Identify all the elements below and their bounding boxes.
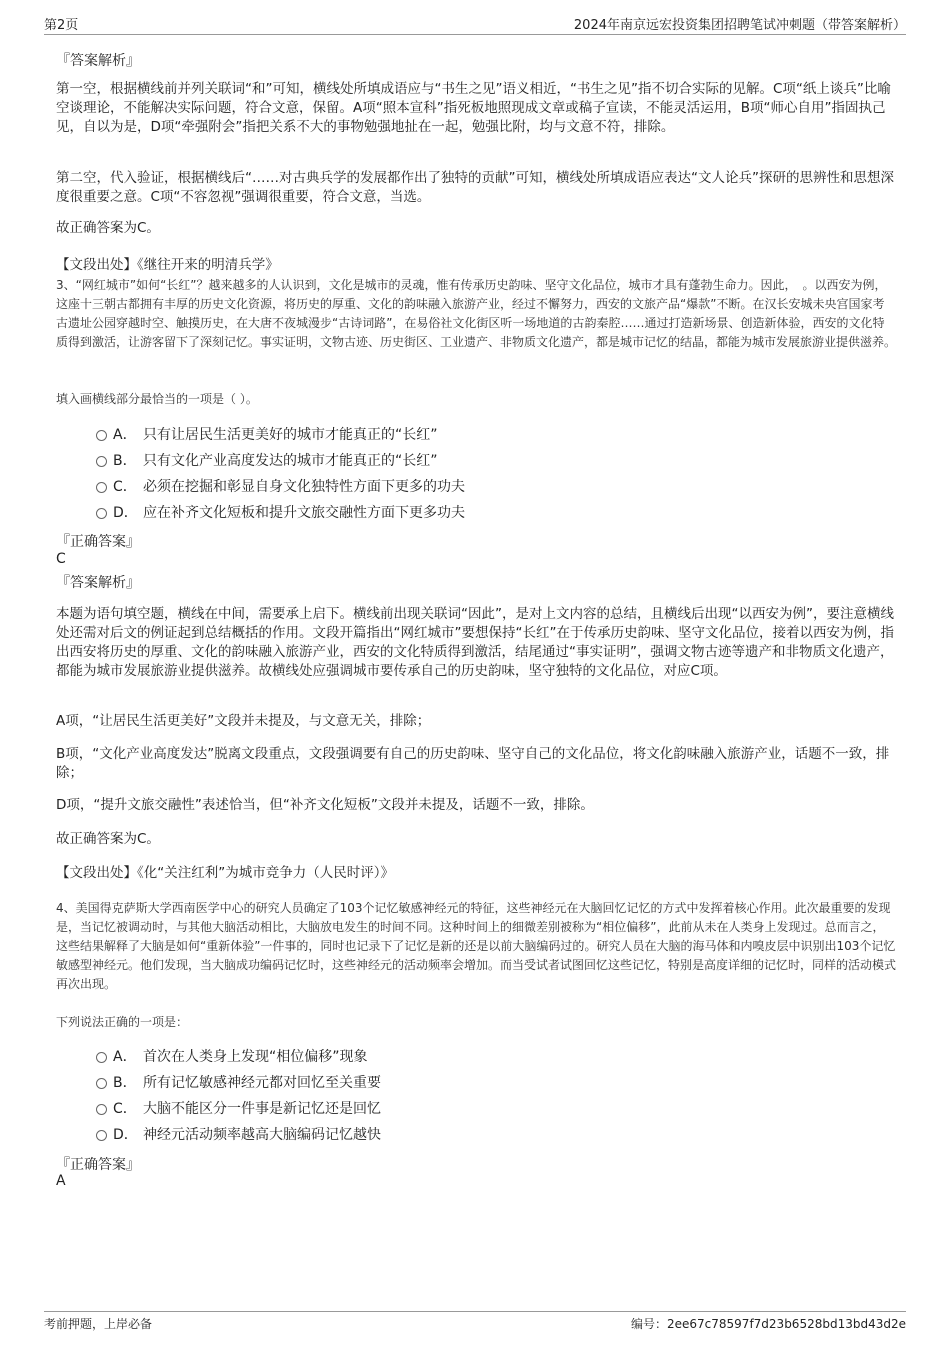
radio-icon[interactable] [96,482,107,493]
q3-option-d[interactable]: D． 应在补齐文化短板和提升文旅交融性方面下更多功夫 [96,503,465,523]
q4-option-c[interactable]: C． 大脑不能区分一件事是新记忆还是回忆 [96,1099,381,1119]
q2-conclusion: 故正确答案为C。 [56,220,160,236]
footer-slogan: 考前押题，上岸必备 [44,1317,153,1331]
q4-option-d[interactable]: D． 神经元活动频率越高大脑编码记忆越快 [96,1125,381,1145]
q4-option-b[interactable]: B． 所有记忆敏感神经元都对回忆至关重要 [96,1073,381,1093]
q3-prompt: 填入画横线部分最恰当的一项是（ ）。 [56,392,258,406]
q4-option-a[interactable]: A． 首次在人类身上发现“相位偏移”现象 [96,1047,368,1067]
q2-analysis-p1: 第一空，根据横线前并列关联词“和”可知，横线处所填成语应与“书生之见”语义相近，“书生之见”指不切合实际的见解。C项“纸上谈兵”比喻空谈理论，不能解决实际问题，符合文意，保留。A项“照本宣科”指死板地照现成文章或稿子宣读，不能灵活运用，B项“师心自用”指固执己见，自以为是，D项“牵强附会”指把关系不大的事物勉强地扯在一起，勉强比附，均与文意不符，排除。 [56,81,891,135]
q3-option-b[interactable]: B． 只有文化产业高度发达的城市才能真正的“长红” [96,451,438,471]
page-number: 第2页 [44,18,79,33]
q2-analysis-label: 『答案解析』 [56,53,140,69]
q4-answer: A [56,1173,66,1189]
q3-source: 【文段出处】《化“关注红利”为城市竞争力（人民时评）》 [56,865,394,881]
q3-answer-label: 『正确答案』 [56,534,140,550]
q4-prompt: 下列说法正确的一项是： [56,1015,189,1029]
q3-analysis-label: 『答案解析』 [56,575,140,591]
q3-analysis-p1: 本题为语句填空题，横线在中间，需要承上启下。横线前出现关联词“因此”，是对上文内容的总结，且横线后出现“以西安为例”，要注意横线处还需对后文的例证起到总结概括的作用。文段开篇指出“网红城市”要想保持“长红”在于传承历史韵味、坚守文化品位，接着以西安为例，指出西安将历史的厚重、文化的韵味融入旅游产业，西安的文化特质得到激活，结尾通过“事实证明”，强调文物古迹等遗产和非物质文化遗产，都能为城市发展旅游业提供滋养。故横线处应强调城市要传承自己的历史韵味，坚守独特的文化品位，对应C项。 [56,606,894,679]
radio-icon[interactable] [96,1130,107,1141]
q3-analysis-a: A项，“让居民生活更美好”文段并未提及，与文意无关，排除； [56,713,431,729]
radio-icon[interactable] [96,1078,107,1089]
q4-stem: 4、美国得克萨斯大学西南医学中心的研究人员确定了103个记忆敏感神经元的特征，这些神经元在大脑回忆记忆的方式中发挥着核心作用。此次最重要的发现是，当记忆被调动时，与其他大脑活动相比，大脑放电发生的时间不同。这种时间上的细微差别被称为“相位偏移”，此前从未在人类身上发现过。总而言之，这些结果解释了大脑是如何“重新体验”一件事的，同时也记录下了记忆是新的还是以前大脑编码过的。研究人员在大脑的海马体和内嗅皮层中识别出103个记忆敏感型神经元。他们发现，当大脑成功编码记忆时，这些神经元的活动频率会增加。而当受试者试图回忆这些记忆，特别是高度详细的记忆时，同样的活动模式再次出现。 [56,901,897,991]
q3-option-a[interactable]: A． 只有让居民生活更美好的城市才能真正的“长红” [96,425,438,445]
radio-icon[interactable] [96,430,107,441]
radio-icon[interactable] [96,456,107,467]
page-header [44,14,906,35]
q3-analysis-d: D项，“提升文旅交融性”表述恰当，但“补齐文化短板”文段并未提及，话题不一致，排除。 [56,797,594,813]
q3-stem: 3、“网红城市”如何“长红”？越来越多的人认识到，文化是城市的灵魂，惟有传承历史韵味、坚守文化品位，城市才具有蓬勃生命力。因此， 。以西安为例，这座十三朝古都拥有丰厚的历史文化资源，将历史的厚重、文化的韵味融入旅游产业，经过不懈努力，西安的文旅产品“爆款”不断。在汉长安城未央宫国家考古遗址公园穿越时空、触摸历史，在大唐不夜城漫步“古诗词路”，在易俗社文化街区听一场地道的古韵秦腔……通过打造新场景、创造新体验，西安的文化特质得到激活，让游客留下了深刻记忆。事实证明，文物古迹、历史街区、工业遗产、非物质文化遗产，都是城市记忆的结晶，都能为城市发展旅游业提供滋养。 [56,278,897,349]
q3-analysis-b: B项，“文化产业高度发达”脱离文段重点，文段强调要有自己的历史韵味、坚守自己的文化品位，将文化韵味融入旅游产业，话题不一致，排除； [56,746,890,781]
radio-icon[interactable] [96,1052,107,1063]
document-title: 2024年南京远宏投资集团招聘笔试冲刺题（带答案解析） [573,18,906,33]
page-footer [44,1311,906,1331]
q4-answer-label: 『正确答案』 [56,1157,140,1173]
footer-serial: 编号：2ee67c78597f7d23b6528bd13bd43d2e [631,1317,906,1331]
radio-icon[interactable] [96,508,107,519]
q3-answer: C [56,551,66,567]
q3-option-c[interactable]: C． 必须在挖掘和彰显自身文化独特性方面下更多的功夫 [96,477,465,497]
q3-conclusion: 故正确答案为C。 [56,831,160,847]
q2-source: 【文段出处】《继往开来的明清兵学》 [56,257,279,273]
q2-analysis-p2: 第二空，代入验证，根据横线后“……对古典兵学的发展都作出了独特的贡献”可知，横线处所填成语应表达“文人论兵”探研的思辨性和思想深度很重要之意。C项“不容忽视”强调很重要，符合文意，当选。 [56,170,894,205]
radio-icon[interactable] [96,1104,107,1115]
